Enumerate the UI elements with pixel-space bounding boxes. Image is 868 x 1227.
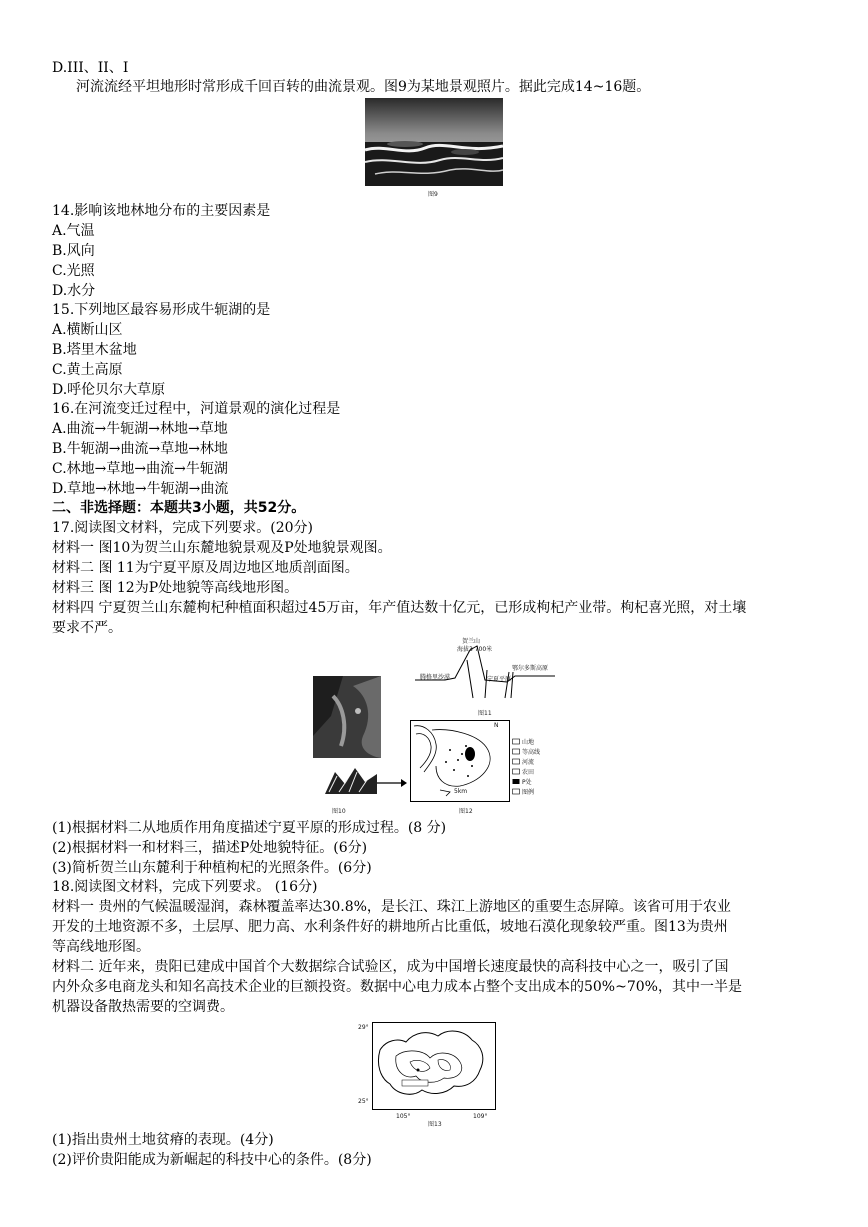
figure-13-caption: 图13 [428,1121,442,1128]
fig11-label-peak-alt: 海拔3 700米 [457,646,493,653]
q16-stem: 16.在河流变迁过程中，河道景观的演化过程是 [52,401,341,417]
q14-option-a: A.气温 [52,223,95,239]
q15-option-d: D.呼伦贝尔大草原 [52,382,166,398]
q18-stem: 18.阅读图文材料，完成下列要求。 (16分) [52,879,318,895]
fig13-lat-bottom: 25° [358,1098,369,1105]
q16-option-d: D.草地→林地→牛轭湖→曲流 [52,481,229,497]
q17-stem: 17.阅读图文材料，完成下列要求。(20分) [52,520,314,536]
q18-material-1-line1: 材料一 贵州的气候温暖湿润，森林覆盖率达30.8%，是长江、珠江上游地区的重要生态屏障。该省可用于农业 [52,899,731,915]
figure-9-photo [365,98,503,186]
fig11-label-left: 腾格里沙漠 [420,674,451,681]
q18-material-2-line3: 机器设备散热需要的空调费。 [52,999,234,1015]
q17-material-4-line1: 材料四 宁夏贺兰山东麓枸杞种植面积超过45万亩，年产值达数十亿元，已形成枸杞产业带。枸杞喜光照，对土壤 [52,600,747,616]
fig12-legend-3: 河流 [522,759,535,766]
fig13-lon-right: 109° [473,1113,488,1120]
figure-13-guizhou-map [372,1022,496,1110]
fig13-lon-left: 105° [396,1113,411,1120]
q15-stem: 15.下列地区最容易形成牛轭湖的是 [52,302,271,318]
q18-material-2-line2: 内外众多电商龙头和知名高技术企业的巨额投资。数据中心电力成本占整个支出成本的50%~70%，其中一半是 [52,979,742,995]
q17-material-2: 材料二 图 11为宁夏平原及周边地区地质剖面图。 [52,560,359,576]
q17-sub-3: (3)简析贺兰山东麓利于种植枸杞的光照条件。(6分) [52,860,372,876]
q17-sub-2: (2)根据材料一和材料三，描述P处地貌特征。(6分) [52,840,368,856]
q17-material-4-line2: 要求不严。 [52,620,122,636]
q14-option-c: C.光照 [52,263,95,279]
fig12-legend-6: 图例 [522,789,535,796]
figure-10-landscape-photo [313,676,381,758]
figure-10-arrow [377,774,407,786]
q14-option-b: B.风向 [52,243,95,259]
q17-material-3: 材料三 图 12为P处地貌等高线地形图。 [52,580,299,596]
q18-sub-2: (2)评价贵阳能成为新崛起的科技中心的条件。(8分) [52,1152,372,1168]
q18-material-1-line2: 开发的土地资源不多，土层厚、肥力高、水利条件好的耕地所占比重低，坡地石漠化现象较严重。图13为贵州 [52,919,728,935]
q18-material-1-line3: 等高线地形图。 [52,939,150,955]
fig12-scale: 5km [454,788,468,795]
q16-option-b: B.牛轭湖→曲流→草地→林地 [52,441,228,457]
q17-material-1: 材料一 图10为贺兰山东麓地貌景观及P处地貌景观图。 [52,540,392,556]
q14-stem: 14.影响该地林地分布的主要因素是 [52,203,271,219]
figure-11-caption: 图11 [478,710,492,717]
fig11-label-right: 鄂尔多斯高原 [512,665,549,672]
fig12-legend-1: 山地 [522,739,535,746]
intro-14-16: 河流流经平坦地形时常形成千回百转的曲流景观。图9为某地景观照片。据此完成14~16题。 [76,79,651,95]
figure-9-caption: 图9 [428,191,438,198]
q15-option-a: A.横断山区 [52,322,123,338]
section-2-title: 二、非选择题：本题共3小题，共52分。 [52,500,306,516]
q15-option-b: B.塔里木盆地 [52,342,137,358]
q15-option-c: C.黄土高原 [52,362,123,378]
q18-material-2-line1: 材料二 近年来，贵阳已建成中国首个大数据综合试验区，成为中国增长速度最快的高科技中心之一，吸引了国 [52,959,729,975]
fig12-legend-5: P处 [522,779,532,786]
fig13-lat-top: 29° [358,1024,369,1031]
q16-option-a: A.曲流→牛轭湖→林地→草地 [52,421,228,437]
figure-12-caption: 图12 [459,808,473,815]
figure-12-legend-swatches [512,738,520,796]
fig11-label-peak: 贺兰山 [462,638,481,645]
figure-10-p-landform-photo [325,762,377,794]
q18-sub-1: (1)指出贵州土地贫瘠的表现。(4分) [52,1132,274,1148]
fig12-legend-4: 农田 [522,769,535,776]
option-d-prev: D.III、II、I [52,60,129,76]
fig12-legend-2: 等高线 [522,749,541,756]
fig12-compass: N [494,722,499,729]
q14-option-d: D.水分 [52,283,96,299]
fig11-label-mid: 宁夏平原 [487,676,512,683]
figure-10-caption: 图10 [332,808,346,815]
q17-sub-1: (1)根据材料二从地质作用角度描述宁夏平原的形成过程。(8 分) [52,820,447,836]
q16-option-c: C.林地→草地→曲流→牛轭湖 [52,461,228,477]
